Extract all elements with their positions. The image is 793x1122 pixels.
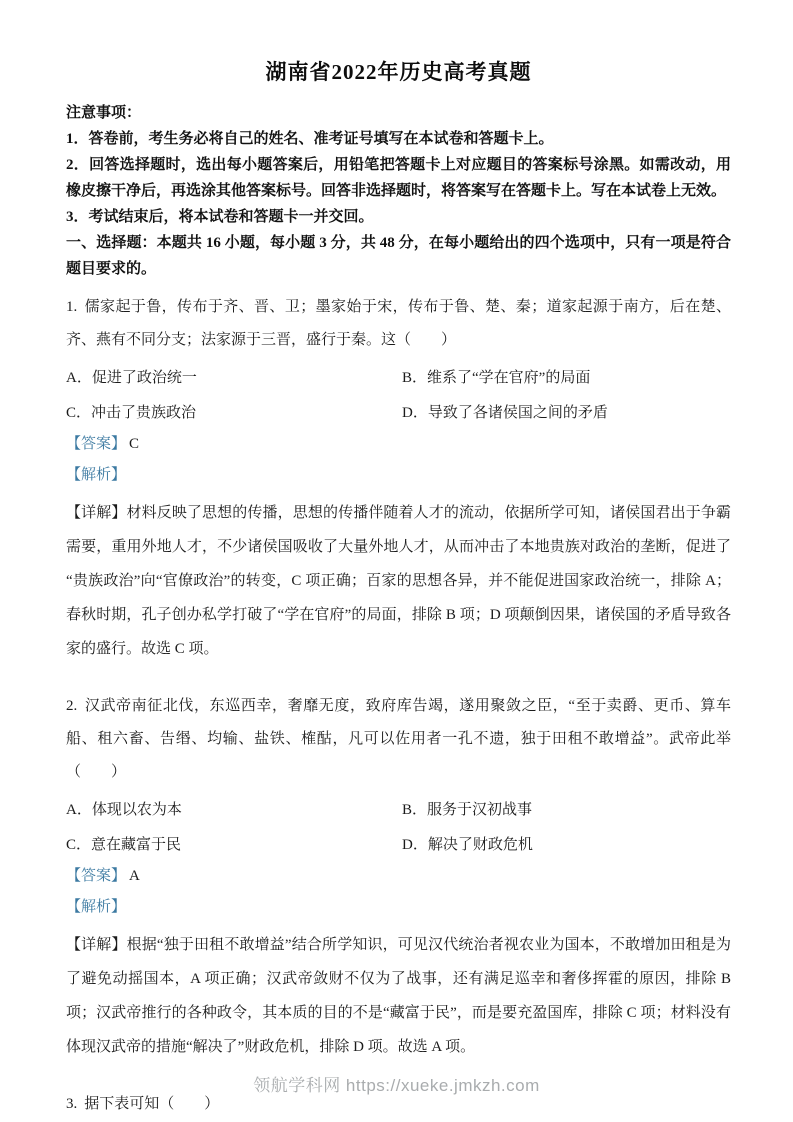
question-1-analysis-row <box>66 465 731 486</box>
question-2-answer-value: A <box>129 868 140 884</box>
detail-label: 【详解】 <box>66 505 127 521</box>
notice-heading: 注意事项： <box>66 105 142 121</box>
question-1-option-b: B．维系了“学在官府”的局面 <box>402 370 591 386</box>
question-1-detail <box>66 496 731 666</box>
question-2-answer-row <box>66 866 731 887</box>
question-1-option-d: D．导致了各诸侯国之间的矛盾 <box>402 405 608 421</box>
notice-item-1: 1．答卷前，考生务必将自己的姓名、准考证号填写在本试卷和答题卡上。 <box>66 131 554 147</box>
question-2-text: 汉武帝南征北伐，东巡西幸，奢靡无度，致府库告竭，遂用聚敛之臣，“至于卖爵、更币、算车船、租六畜、告缗、均输、盐铁、榷酤，凡可以佐用者一孔不遗，独于田租不敢增益”。武帝此举（ ） <box>66 698 731 780</box>
question-3-number: 3. <box>66 1096 78 1112</box>
question-1-answer-value: C <box>129 436 140 452</box>
question-2-detail <box>66 928 731 1064</box>
question-1-answer-row <box>66 434 731 455</box>
question-2-analysis-row <box>66 897 731 918</box>
watermark-text: 领航学科网 https://xueke.jmkzh.com <box>253 1076 540 1095</box>
watermark <box>0 1071 793 1096</box>
question-1-options <box>66 368 731 424</box>
question-2 <box>66 690 731 1064</box>
page-title: 湖南省2022年历史高考真题 <box>265 60 532 84</box>
question-2-option-d: D．解决了财政危机 <box>402 837 533 853</box>
question-1-option-c: C．冲击了贵族政治 <box>66 405 197 421</box>
question-1 <box>66 291 731 666</box>
answer-label: 【答案】 <box>66 436 127 452</box>
question-1-option-a: A．促进了政治统一 <box>66 370 197 386</box>
question-2-option-b: B．服务于汉初战事 <box>402 802 533 818</box>
analysis-label: 【解析】 <box>66 467 127 483</box>
question-1-detail-text: 材料反映了思想的传播，思想的传播伴随着人才的流动，依据所学可知，诸侯国君出于争霸需要，重用外地人才，不少诸侯国吸收了大量外地人才，从而冲击了本地贵族对政治的垄断，促进了“贵族政治”向“官僚政治”的转变，C 项正确；百家的思想各异，并不能促进国家政治统一，排除 A；春秋时期，孔子创办私学打破了“学在官府”的局面，排除 B 项；D 项颠倒因果，诸侯国的矛盾导致各家的盛行。故选 C 项。 <box>66 505 731 657</box>
analysis-label: 【解析】 <box>66 899 127 915</box>
question-2-stem <box>66 690 731 789</box>
question-1-number: 1. <box>66 299 78 315</box>
question-2-option-a: A．体现以农为本 <box>66 802 182 818</box>
notice-item-2: 2．回答选择题时，选出每小题答案后，用铅笔把答题卡上对应题目的答案标号涂黑。如需改动，用橡皮擦干净后，再选涂其他答案标号。回答非选择题时，将答案写在答题卡上。写在本试卷上无效。 <box>66 157 731 199</box>
question-2-options <box>66 800 731 856</box>
detail-label: 【详解】 <box>66 937 127 953</box>
question-2-detail-text: 根据“独于田租不敢增益”结合所学知识，可见汉代统治者视农业为国本，不敢增加田租是为了避免动摇国本，A 项正确；汉武帝敛财不仅为了战事，还有满足巡幸和奢侈挥霍的原因，排除 B 项；汉武帝推行的各种政令，其本质的目的不是“藏富于民”，而是要充盈国库，排除 C 项；材料没有体现汉武帝的措施“解决了”财政危机，排除 D 项。故选 A 项。 <box>66 937 731 1055</box>
question-2-option-c: C．意在藏富于民 <box>66 837 182 853</box>
question-1-stem <box>66 291 731 357</box>
question-1-text: 儒家起于鲁，传布于齐、晋、卫；墨家始于宋，传布于鲁、楚、秦；道家起源于南方，后在楚、齐、燕有不同分支；法家源于三晋，盛行于秦。这（ ） <box>66 299 731 348</box>
notice-item-3: 3．考试结束后，将本试卷和答题卡一并交回。 <box>66 209 374 225</box>
question-3-text: 据下表可知（ ） <box>84 1096 220 1112</box>
answer-label: 【答案】 <box>66 868 127 884</box>
question-2-number: 2. <box>66 698 78 714</box>
section-header: 一、选择题：本题共 16 小题，每小题 3 分，共 48 分，在每小题给出的四个选项中，只有一项是符合题目要求的。 <box>66 235 731 277</box>
